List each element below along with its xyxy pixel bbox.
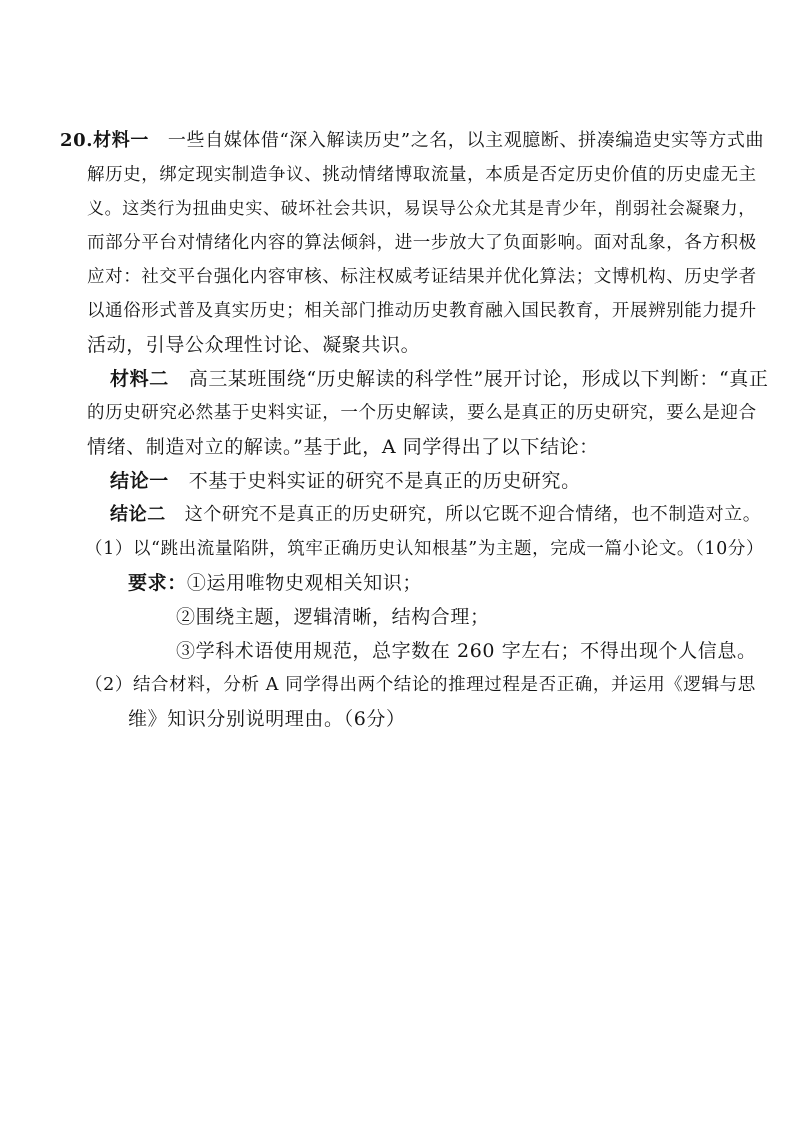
conclusion-label: 结论一 bbox=[110, 470, 169, 492]
material-one-line: 而部分平台对情绪化内容的算法倾斜，进一步放大了负面影响。面对乱象，各方积极 bbox=[87, 233, 757, 253]
question-line bbox=[60, 129, 764, 153]
material-one-line: 一些自媒体借“深入解读历史”之名，以主观臆断、拼凑编造史实等方式曲 bbox=[167, 130, 765, 151]
sub-question-text: 以“跳出流量陷阱，筑牢正确历史认知根基”为主题，完成一篇小论文。（10分） bbox=[132, 539, 765, 559]
requirement-line bbox=[128, 571, 422, 595]
conclusion-text: 这个研究不是真正的历史研究，所以它既不迎合情绪，也不制造对立。 bbox=[184, 504, 762, 525]
conclusion-one bbox=[110, 469, 581, 493]
material-two-label: 材料二 bbox=[110, 368, 169, 390]
material-two-line: 情绪、制造对立的解读。”基于此，A 同学得出了以下结论： bbox=[87, 436, 599, 458]
material-one-line: 应对：社交平台强化内容审核、标注权威考证结果并优化算法；文博机构、历史学者 bbox=[87, 267, 757, 287]
conclusion-label: 结论二 bbox=[110, 504, 166, 525]
material-two-line: 的历史研究必然基于史料实证，一个历史解读，要么是真正的历史研究，要么是迎合 bbox=[87, 403, 757, 423]
material-one-line: 解历史，绑定现实制造争议、挑动情绪博取流量，本质是否定历史价值的历史虚无主 bbox=[87, 165, 757, 185]
sub-question-number: （1） bbox=[85, 539, 133, 559]
requirement-label: 要求： bbox=[128, 572, 187, 594]
material-one-line: 活动，引导公众理性讨论、凝聚共识。 bbox=[87, 334, 421, 356]
sub-question-2 bbox=[85, 673, 756, 697]
sub-question-line: 维》知识分别说明理由。（6分） bbox=[128, 708, 406, 730]
conclusion-two bbox=[110, 503, 761, 527]
sub-question-number: （2） bbox=[85, 675, 133, 695]
sub-question-text: 结合材料，分析 A 同学得出两个结论的推理过程是否正确，并运用《逻辑与思 bbox=[132, 675, 756, 695]
question-number: 20. bbox=[60, 130, 94, 151]
requirement-item: ①运用唯物史观相关知识； bbox=[186, 572, 423, 594]
requirement-item: ③学科术语使用规范，总字数在 260 字左右；不得出现个人信息。 bbox=[176, 640, 757, 662]
material-one-line: 义。这类行为扭曲史实、破坏社会共识，易误导公众尤其是青少年，削弱社会凝聚力， bbox=[87, 199, 756, 219]
material-one-label: 材料一 bbox=[93, 130, 149, 151]
sub-question-1 bbox=[85, 537, 764, 561]
material-two-text: 高三某班围绕“历史解读的科学性”展开讨论，形成以下判断：“真正 bbox=[188, 368, 769, 390]
material-one-line: 以通俗形式普及真实历史；相关部门推动历史教育融入国民教育，开展辨别能力提升 bbox=[87, 301, 757, 321]
requirement-item: ②围绕主题，逻辑清晰，结构合理； bbox=[176, 606, 490, 628]
conclusion-text: 不基于史料实证的研究不是真正的历史研究。 bbox=[188, 470, 581, 492]
material-two-line bbox=[110, 367, 768, 391]
